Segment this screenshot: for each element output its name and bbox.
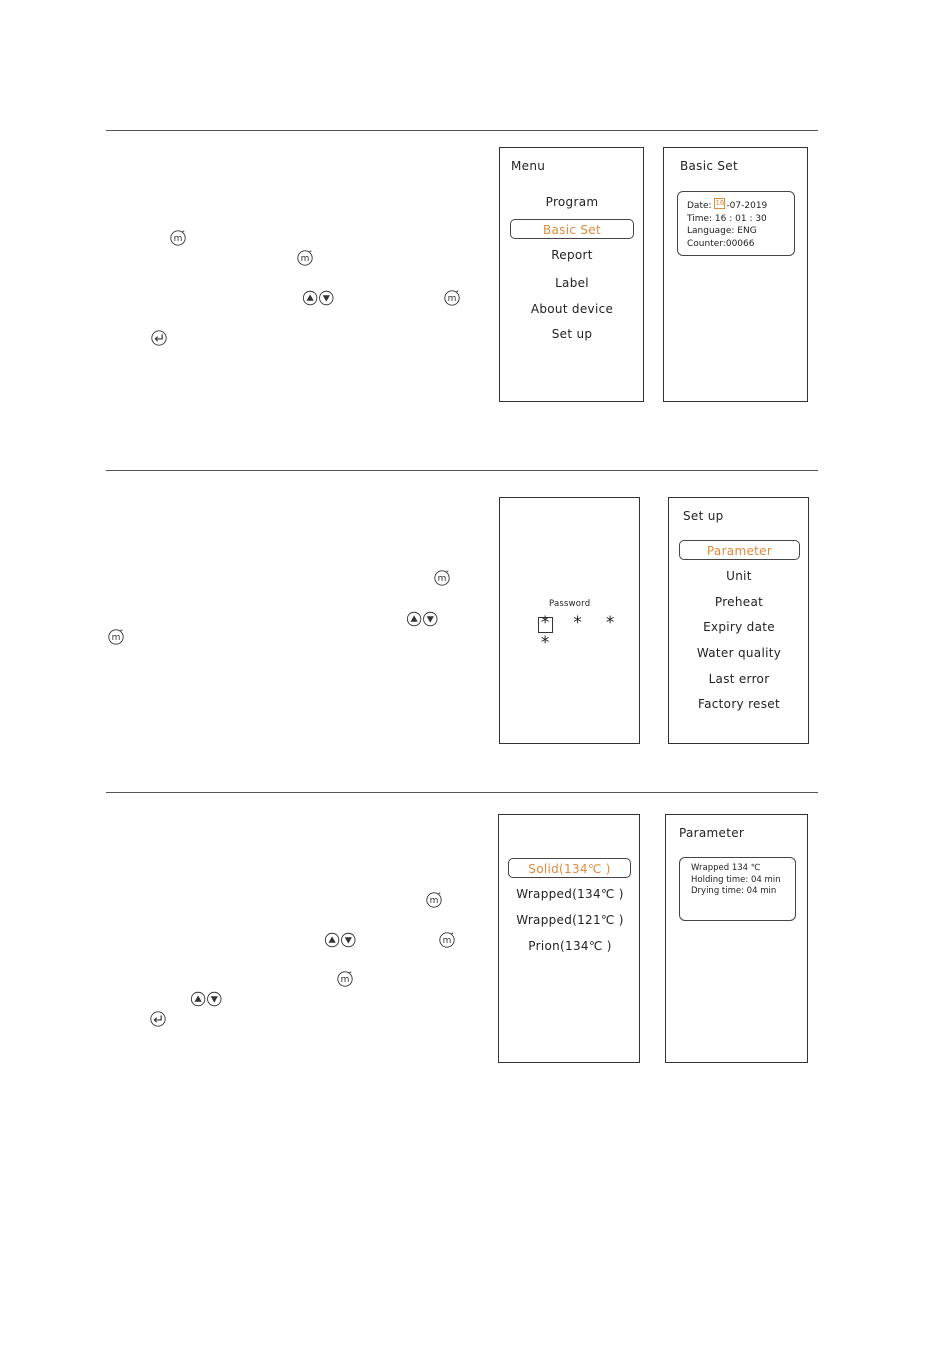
holding-time-row: Holding time: 04 min: [691, 874, 781, 885]
setup-item-water-quality[interactable]: Water quality: [696, 646, 782, 660]
up-down-arrows-icon: [302, 289, 338, 307]
setup-item-parameter[interactable]: Parameter: [679, 540, 800, 560]
m-button-icon: [169, 229, 187, 247]
svg-text:m: m: [429, 896, 439, 907]
svg-text:m: m: [447, 294, 457, 305]
password-label: Password: [549, 599, 591, 609]
menu-item-program[interactable]: Program: [545, 195, 599, 209]
section-divider-1: [106, 130, 818, 131]
setup-item-last-error[interactable]: Last error: [708, 672, 770, 686]
program-item-wrapped-134[interactable]: Wrapped(134℃ ): [516, 887, 624, 901]
svg-text:m: m: [437, 574, 447, 585]
m-button-icon: [438, 931, 456, 949]
m-button-icon: [425, 891, 443, 909]
menu-item-basic-set[interactable]: Basic Set: [510, 219, 634, 239]
counter-row: Counter:00066: [687, 238, 755, 249]
time-row: Time: 16 : 01 : 30: [687, 213, 767, 224]
program-item-wrapped-121[interactable]: Wrapped(121℃ ): [516, 913, 624, 927]
setup-item-preheat[interactable]: Preheat: [714, 595, 764, 609]
language-row: Language: ENG: [687, 226, 757, 236]
date-label: Date:: [687, 201, 712, 211]
enter-icon: [149, 1010, 167, 1028]
setup-screen: [668, 497, 809, 744]
parameter-info-box: [679, 857, 796, 921]
m-button-icon: [433, 569, 451, 587]
menu-item-report[interactable]: Report: [551, 248, 593, 262]
setup-item-unit[interactable]: Unit: [726, 569, 752, 583]
svg-text:m: m: [340, 975, 350, 986]
svg-text:m: m: [442, 936, 452, 947]
up-down-arrows-icon: [324, 931, 360, 949]
up-down-arrows-icon: [190, 990, 226, 1008]
menu-title: Menu: [511, 159, 546, 173]
drying-time-row: Drying time: 04 min: [691, 886, 777, 896]
password-stars: * * * *: [540, 613, 622, 653]
menu-item-about-device[interactable]: About device: [530, 302, 614, 316]
m-button-icon: [107, 628, 125, 646]
basic-set-screen: [663, 147, 808, 402]
m-button-icon: [296, 249, 314, 267]
parameter-title: Parameter: [679, 826, 745, 840]
svg-text:m: m: [300, 254, 310, 265]
svg-text:m: m: [111, 633, 121, 644]
date-rest: -07-2019: [726, 201, 768, 211]
section-divider-2: [106, 470, 818, 471]
basic-set-info-box: [677, 191, 795, 256]
parameter-program-row: Wrapped 134 ℃: [691, 863, 761, 873]
m-button-icon: [336, 970, 354, 988]
basic-set-title: Basic Set: [680, 159, 738, 173]
svg-text:m: m: [173, 234, 183, 245]
setup-item-factory-reset[interactable]: Factory reset: [698, 697, 780, 711]
m-button-icon: [443, 289, 461, 307]
program-list-screen: [498, 814, 640, 1063]
setup-item-expiry-date[interactable]: Expiry date: [703, 620, 775, 634]
setup-title: Set up: [683, 509, 724, 523]
program-item-prion-134[interactable]: Prion(134℃ ): [528, 939, 612, 953]
menu-item-label[interactable]: Label: [555, 276, 589, 290]
password-screen: [499, 497, 640, 744]
up-down-arrows-icon: [406, 610, 442, 628]
date-row: [687, 198, 785, 213]
section-divider-3: [106, 792, 818, 793]
menu-screen: [499, 147, 644, 402]
enter-icon: [150, 329, 168, 347]
program-item-solid-134[interactable]: Solid(134℃ ): [508, 858, 631, 878]
menu-item-set-up[interactable]: Set up: [551, 327, 593, 341]
date-day-cursor[interactable]: 16: [715, 199, 725, 207]
parameter-screen: [665, 814, 808, 1063]
